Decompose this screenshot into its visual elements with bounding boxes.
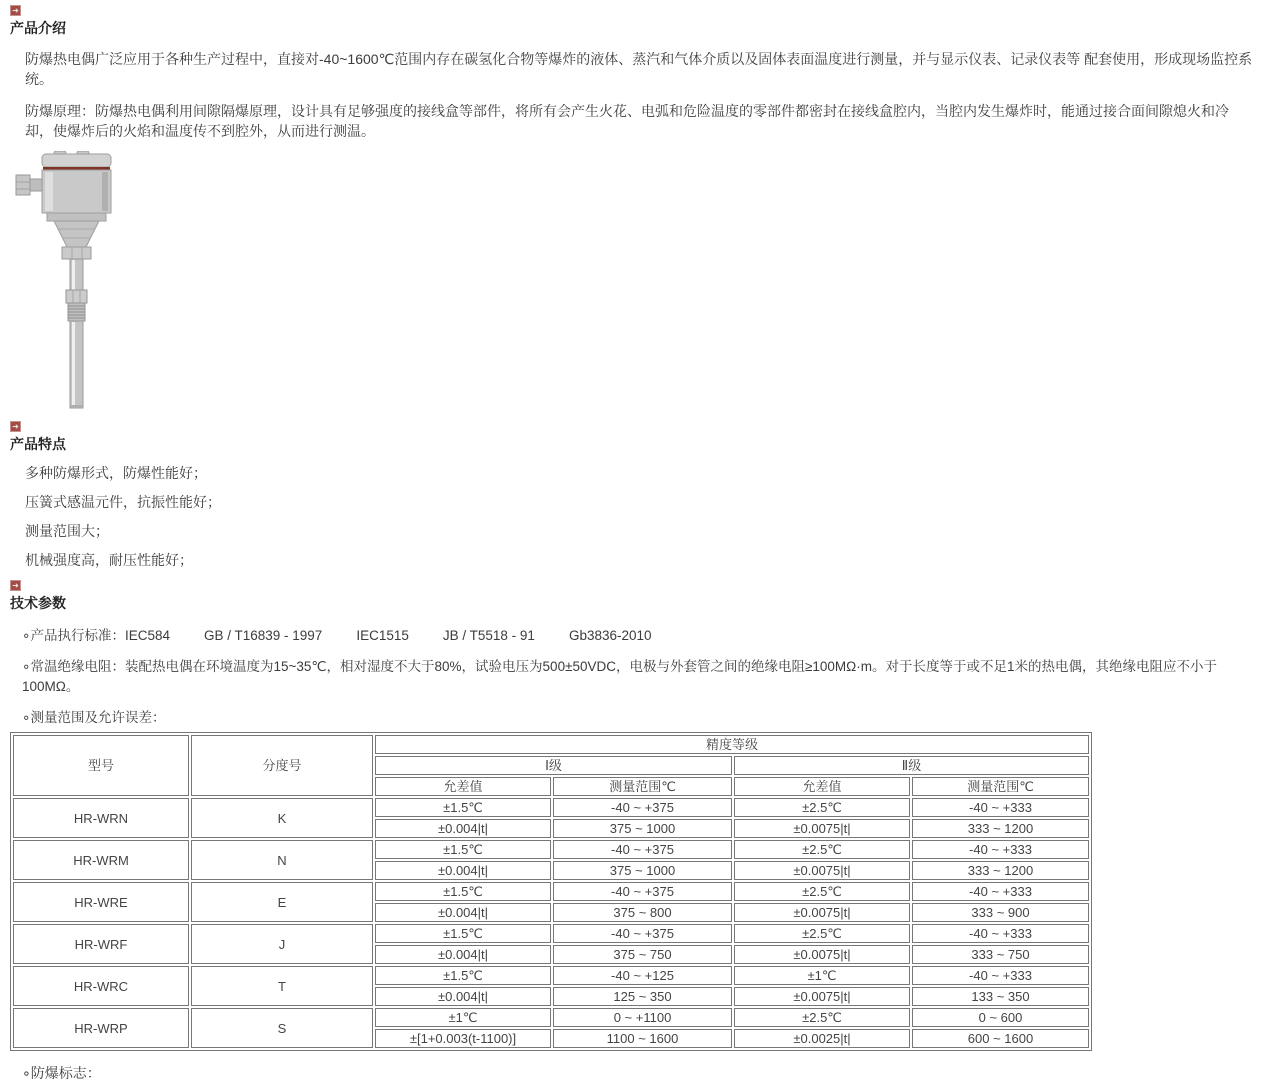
standards-line [22, 624, 1274, 644]
cell-range: 375 ~ 750 [553, 945, 732, 964]
cell-index: K [191, 798, 373, 838]
standard-item: GB / T16839 - 1997 [203, 628, 323, 644]
cell-range: -40 ~ +375 [553, 798, 732, 817]
cell-range: 375 ~ 1000 [553, 861, 732, 880]
range-label-line: ∘测量范围及允许误差： [22, 710, 166, 726]
cell-tolerance: ±1.5℃ [375, 966, 551, 985]
col-header-range: 测量范围℃ [912, 777, 1089, 796]
cell-tolerance: ±0.0075|t| [734, 987, 910, 1006]
cell-tolerance: ±1.5℃ [375, 882, 551, 901]
spec-table [10, 732, 1092, 1051]
col-header-index: 分度号 [191, 735, 373, 796]
cell-range: 0 ~ 600 [912, 1008, 1089, 1027]
feature-item: 多种防爆形式，防爆性能好； [25, 465, 207, 482]
standard-item: IEC1515 [356, 628, 409, 644]
cell-model: HR-WRM [13, 840, 189, 880]
cell-tolerance: ±0.004|t| [375, 945, 551, 964]
cell-range: -40 ~ +375 [553, 882, 732, 901]
cell-tolerance: ±2.5℃ [734, 798, 910, 817]
col-header-accuracy: 精度等级 [375, 735, 1089, 754]
cell-index: S [191, 1008, 373, 1048]
cell-index: N [191, 840, 373, 880]
cell-range: 333 ~ 1200 [912, 861, 1089, 880]
cell-tolerance: ±1℃ [734, 966, 910, 985]
cell-index: J [191, 924, 373, 964]
cell-range: 333 ~ 1200 [912, 819, 1089, 838]
cell-index: T [191, 966, 373, 1006]
cell-index: E [191, 882, 373, 922]
cell-tolerance: ±2.5℃ [734, 882, 910, 901]
cell-tolerance: ±2.5℃ [734, 840, 910, 859]
cell-model: HR-WRN [13, 798, 189, 838]
col-header-tolerance: 允差值 [734, 777, 910, 796]
section-marker-arrow-icon: ➜ [10, 421, 21, 432]
insulation-line: ∘常温绝缘电阻：装配热电偶在环境温度为15~35℃，相对湿度不大于80%，试验电压为500±50VDC，电极与外套管之间的绝缘电阻≥100MΩ·m。对于长度等于或不足1米的热电偶，其绝缘电阻应不小于100MΩ。 [22, 659, 1218, 695]
junction-box-head [42, 151, 111, 221]
standard-item: Gb3836-2010 [568, 628, 652, 644]
cell-tolerance: ±2.5℃ [734, 1008, 910, 1027]
cell-range: 333 ~ 900 [912, 903, 1089, 922]
table-row [13, 966, 1089, 985]
section-marker-arrow-icon: ➜ [10, 5, 21, 16]
col-header-tolerance: 允差值 [375, 777, 551, 796]
cell-tolerance: ±1.5℃ [375, 798, 551, 817]
cell-range: 1100 ~ 1600 [553, 1029, 732, 1048]
cell-tolerance: ±0.0075|t| [734, 945, 910, 964]
table-row [13, 882, 1089, 901]
col-header-grade2: Ⅱ级 [734, 756, 1089, 775]
col-header-model: 型号 [13, 735, 189, 796]
col-header-grade1: Ⅰ级 [375, 756, 732, 775]
cell-tolerance: ±1℃ [375, 1008, 551, 1027]
cell-range: 133 ~ 350 [912, 987, 1089, 1006]
table-row [13, 1008, 1089, 1027]
section-marker-arrow-icon: ➜ [10, 580, 21, 591]
cell-model: HR-WRE [13, 882, 189, 922]
standard-item: JB / T5518 - 91 [442, 628, 535, 644]
standards-list [125, 628, 652, 643]
cell-tolerance: ±0.004|t| [375, 861, 551, 880]
standards-label: ∘产品执行标准： [22, 628, 125, 644]
cell-model: HR-WRC [13, 966, 189, 1006]
product-image [14, 151, 129, 413]
cell-range: 0 ~ +1100 [553, 1008, 732, 1027]
cell-range: -40 ~ +125 [553, 966, 732, 985]
cell-tolerance: ±0.0075|t| [734, 903, 910, 922]
section-title-technical: 技术参数 [10, 595, 66, 612]
table-row [13, 798, 1089, 817]
cell-tolerance: ±0.004|t| [375, 903, 551, 922]
cell-range: -40 ~ +333 [912, 924, 1089, 943]
cell-tolerance: ±0.0025|t| [734, 1029, 910, 1048]
cell-tolerance: ±0.0075|t| [734, 861, 910, 880]
standard-item: IEC584 [124, 628, 170, 644]
section-title-features: 产品特点 [10, 436, 66, 453]
table-row [13, 840, 1089, 859]
cell-range: 375 ~ 800 [553, 903, 732, 922]
intro-paragraph-2: 防爆原理：防爆热电偶利用间隙隔爆原理，设计具有足够强度的接线盒等部件，将所有会产生火花、电弧和危险温度的零部件都密封在接线盒腔内，当腔内发生爆炸时，能通过接合面间隙熄火和冷却，使爆炸后的火焰和温度传不到腔外，从而进行测温。 [25, 102, 1229, 139]
cell-range: -40 ~ +333 [912, 882, 1089, 901]
feature-item: 测量范围大； [25, 523, 109, 540]
cell-range: -40 ~ +333 [912, 798, 1089, 817]
probe-tube [66, 259, 87, 408]
cell-tolerance: ±2.5℃ [734, 924, 910, 943]
cell-range: 600 ~ 1600 [912, 1029, 1089, 1048]
cell-range: 375 ~ 1000 [553, 819, 732, 838]
cable-entry-fitting [16, 175, 42, 195]
cell-range: -40 ~ +375 [553, 840, 732, 859]
cell-range: 125 ~ 350 [553, 987, 732, 1006]
cell-range: 333 ~ 750 [912, 945, 1089, 964]
cell-tolerance: ±0.004|t| [375, 819, 551, 838]
neck [54, 221, 99, 259]
section-title-intro: 产品介绍 [10, 20, 66, 36]
cell-tolerance: ±[1+0.003(t-1100)] [375, 1029, 551, 1048]
cell-model: HR-WRF [13, 924, 189, 964]
cell-range: -40 ~ +333 [912, 840, 1089, 859]
table-row [13, 924, 1089, 943]
explosion-mark-label: ∘防爆标志： [22, 1065, 101, 1082]
cell-tolerance: ±0.0075|t| [734, 819, 910, 838]
col-header-range: 测量范围℃ [553, 777, 732, 796]
cell-tolerance: ±1.5℃ [375, 924, 551, 943]
cell-tolerance: ±1.5℃ [375, 840, 551, 859]
feature-item: 压簧式感温元件，抗振性能好； [25, 494, 221, 511]
cell-model: HR-WRP [13, 1008, 189, 1048]
cell-range: -40 ~ +375 [553, 924, 732, 943]
cell-tolerance: ±0.004|t| [375, 987, 551, 1006]
cell-range: -40 ~ +333 [912, 966, 1089, 985]
feature-list [0, 463, 1274, 570]
intro-paragraph-1: 防爆热电偶广泛应用于各种生产过程中，直接对-40~1600℃范围内存在碳氢化合物等爆炸的液体、蒸汽和气体介质以及固体表面温度进行测量，并与显示仪表、记录仪表等 配套使用，形成现场监控系统。 [25, 51, 1253, 88]
feature-item: 机械强度高，耐压性能好； [25, 552, 193, 569]
